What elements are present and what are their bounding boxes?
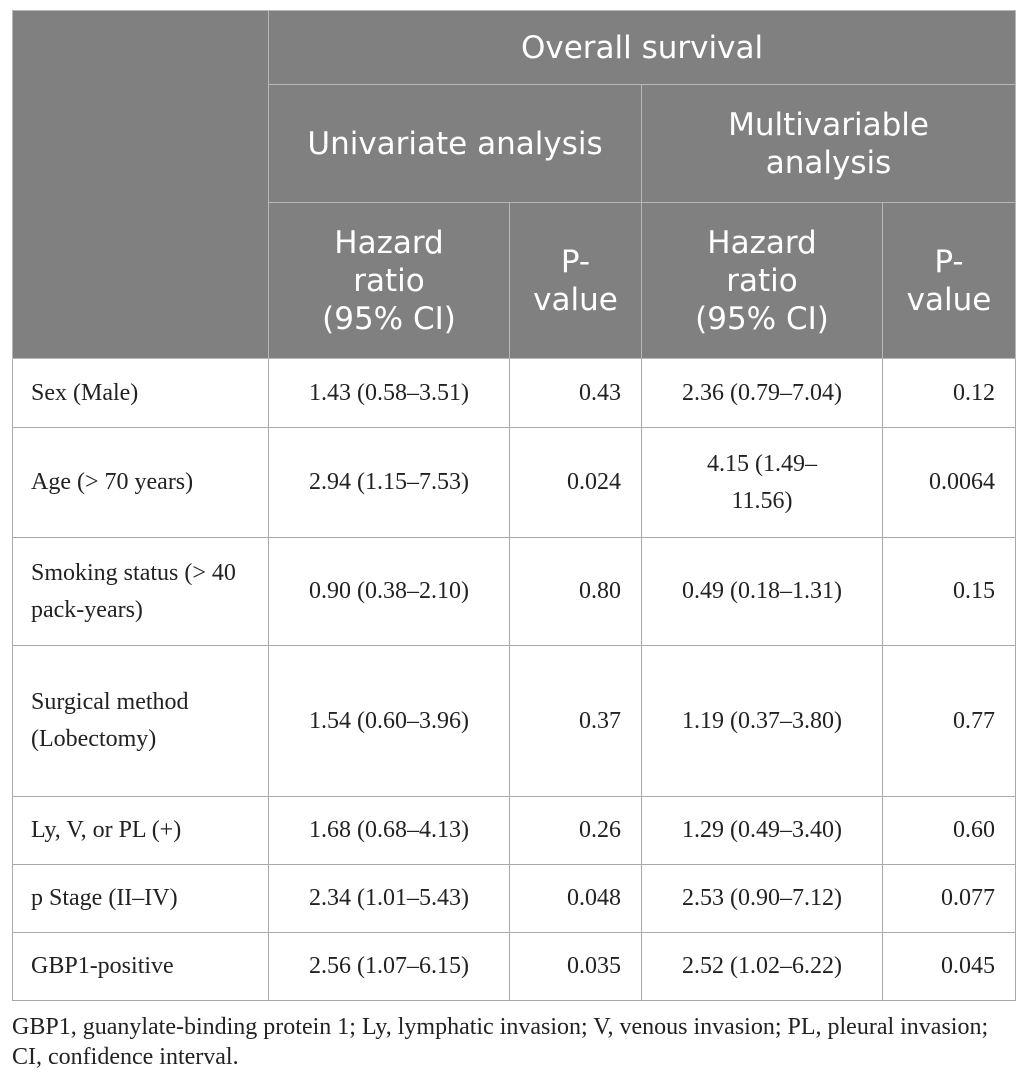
multivariable-p-value: 0.0064 [883,428,1016,538]
table-row [13,797,1016,865]
table-footnote: GBP1, guanylate-binding protein 1; Ly, lymphatic invasion; V, venous invasion; PL, pleural invasion; CI, confidence interval. [12,1014,989,1070]
row-label: Ly, V, or PL (+) [13,797,269,865]
multivariable-hazard-ratio-header: Hazard ratio (95% CI) [642,203,883,359]
univariate-p-value: 0.035 [510,933,642,1001]
univariate-p-value: 0.37 [510,646,642,797]
univariate-p-value: 0.80 [510,538,642,646]
row-label: p Stage (II–IV) [13,865,269,933]
row-label: Sex (Male) [13,359,269,428]
multivariable-hazard-ratio: 1.29 (0.49–3.40) [642,797,883,865]
row-label: GBP1-positive [13,933,269,1001]
multivariable-p-value-header: P-value [883,203,1016,359]
table-row [13,428,1016,538]
multivariable-analysis-header: Multivariable analysis [642,85,1016,203]
multivariable-hazard-ratio: 2.36 (0.79–7.04) [642,359,883,428]
row-label: Smoking status (> 40 pack-years) [13,538,269,646]
multivariable-p-value: 0.045 [883,933,1016,1001]
table-row [13,359,1016,428]
multivariable-p-value: 0.60 [883,797,1016,865]
row-label: Age (> 70 years) [13,428,269,538]
survival-table [12,10,1016,1001]
table-row [13,538,1016,646]
univariate-hazard-ratio: 1.43 (0.58–3.51) [269,359,510,428]
multivariable-p-value: 0.77 [883,646,1016,797]
univariate-hazard-ratio: 2.34 (1.01–5.43) [269,865,510,933]
multivariable-hazard-ratio: 1.19 (0.37–3.80) [642,646,883,797]
header-corner-cell [13,11,269,359]
univariate-hazard-ratio: 0.90 (0.38–2.10) [269,538,510,646]
univariate-hazard-ratio: 1.68 (0.68–4.13) [269,797,510,865]
overall-survival-header: Overall survival [269,11,1016,85]
univariate-hazard-ratio: 2.94 (1.15–7.53) [269,428,510,538]
univariate-p-value-header: P-value [510,203,642,359]
multivariable-hazard-ratio: 4.15 (1.49–11.56) [642,428,883,538]
multivariable-p-value: 0.15 [883,538,1016,646]
multivariable-hazard-ratio: 0.49 (0.18–1.31) [642,538,883,646]
univariate-hazard-ratio: 2.56 (1.07–6.15) [269,933,510,1001]
row-label: Surgical method (Lobectomy) [13,646,269,797]
multivariable-p-value: 0.12 [883,359,1016,428]
univariate-hazard-ratio: 1.54 (0.60–3.96) [269,646,510,797]
multivariable-p-value: 0.077 [883,865,1016,933]
multivariable-hazard-ratio: 2.53 (0.90–7.12) [642,865,883,933]
univariate-p-value: 0.048 [510,865,642,933]
univariate-p-value: 0.43 [510,359,642,428]
table-row [13,933,1016,1001]
table-row [13,865,1016,933]
multivariable-hazard-ratio: 2.52 (1.02–6.22) [642,933,883,1001]
univariate-analysis-header: Univariate analysis [269,85,642,203]
univariate-hazard-ratio-header: Hazard ratio (95% CI) [269,203,510,359]
table-row [13,646,1016,797]
univariate-p-value: 0.26 [510,797,642,865]
univariate-p-value: 0.024 [510,428,642,538]
